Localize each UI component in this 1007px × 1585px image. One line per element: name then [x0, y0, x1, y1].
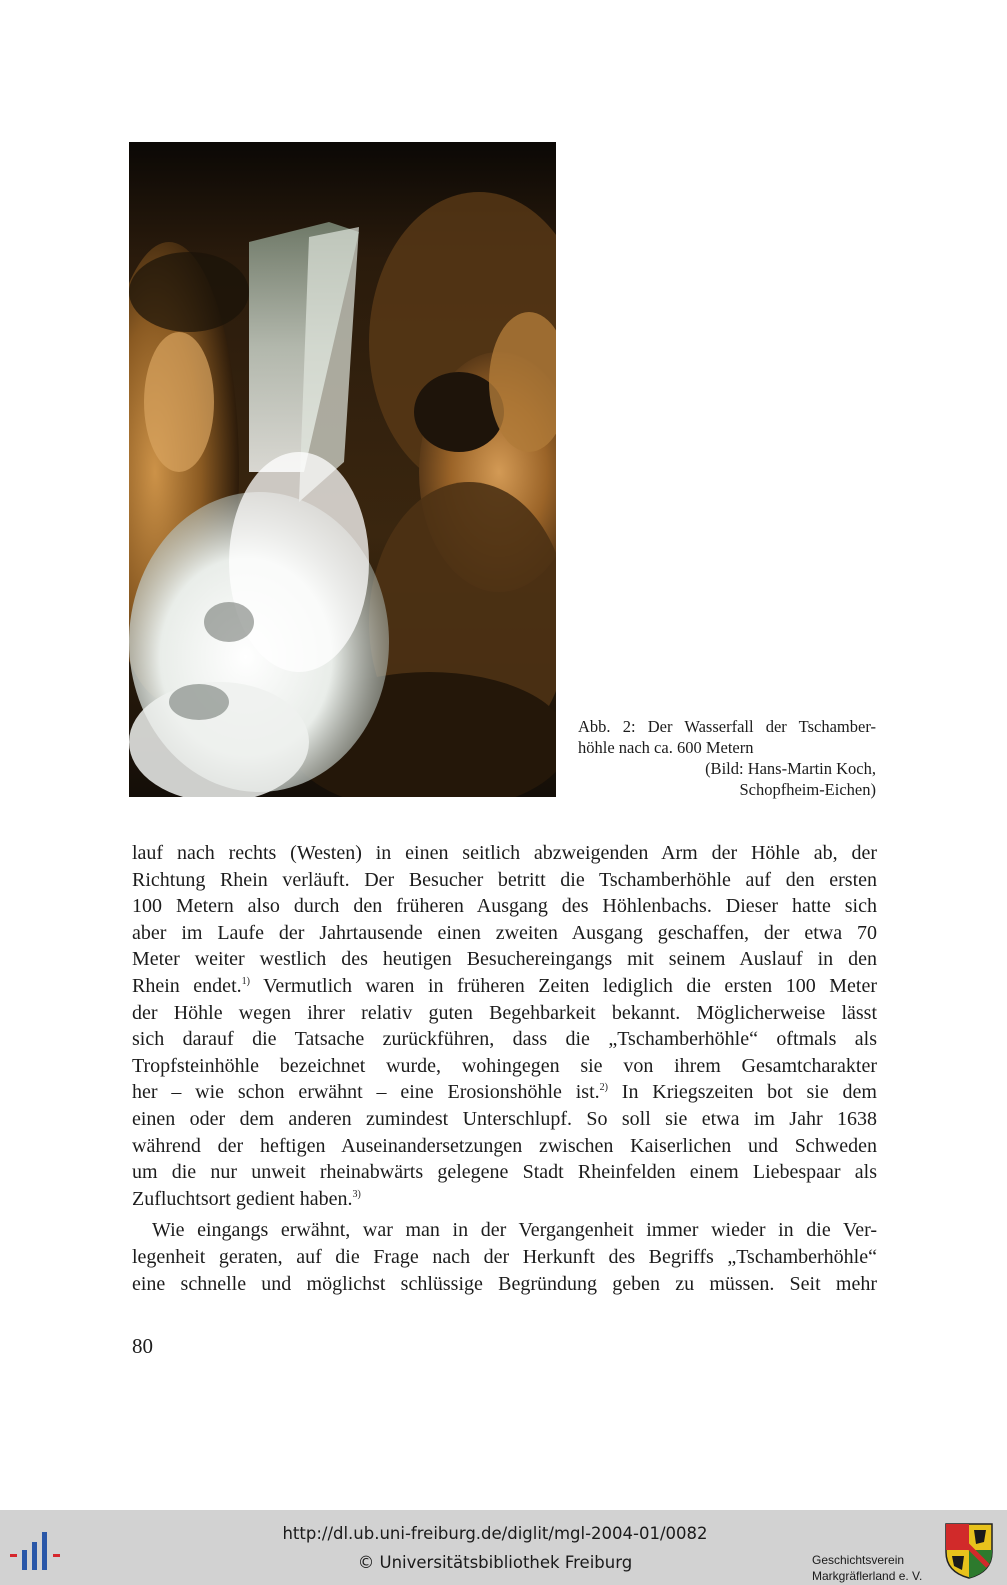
- caption-credit-line: (Bild: Hans-Martin Koch,: [705, 759, 876, 778]
- figure-caption: [578, 716, 876, 800]
- text-line: aber im Laufe der Jahrtausende einen zweiten Ausgang geschaffen, der etwa 70: [132, 921, 877, 944]
- text-run: Vermutlich waren in früheren Zeiten lediglich die ersten 100 Meter: [249, 974, 877, 997]
- text-line: sich darauf die Tatsache zurückführen, dass die „Tschamberhöhle“ oftmals als: [132, 1028, 877, 1051]
- footer-bar: [0, 1510, 1007, 1585]
- text-line: lauf nach rechts (Westen) in einen seitlich abzweigenden Arm der Höhle ab, der: [132, 842, 877, 864]
- text-run: her – wie schon erwähnt – eine Erosionshöhle ist.: [132, 1081, 600, 1104]
- paragraph-1: [132, 840, 877, 1212]
- society-name: [812, 1552, 932, 1584]
- text-line: Tropfsteinhöhle bezeichnet wurde, wohingegen sie von ihrem Gesamtcharakter: [132, 1054, 877, 1077]
- footnote-mark: 3): [352, 1188, 361, 1200]
- waterfall-image: [129, 142, 556, 797]
- text-run: Rhein endet.: [132, 974, 242, 997]
- caption-credit-line: Schopfheim-Eichen): [739, 780, 876, 799]
- copyright-notice: © Universitätsbibliothek Freiburg: [357, 1553, 633, 1572]
- caption-line: höhle nach ca. 600 Metern: [578, 738, 754, 757]
- text-line: Wie eingangs erwähnt, war man in der Vergangenheit immer wieder in die Ver-: [152, 1219, 877, 1242]
- text-run: Zufluchtsort gedient haben.: [132, 1187, 353, 1210]
- text-line: [132, 1079, 877, 1106]
- text-run: In Kriegszeiten bot sie dem: [607, 1081, 877, 1104]
- ub-freiburg-logo-icon[interactable]: [10, 1530, 64, 1574]
- footnote-mark: 1): [241, 975, 250, 987]
- body-text: [132, 840, 877, 1297]
- text-line: 100 Metern also durch den früheren Ausgang des Höhlenbachs. Dieser hatte sich: [132, 895, 877, 918]
- text-line: der Höhle wegen ihrer relativ guten Begehbarkeit bekannt. Möglicherweise lässt: [132, 1001, 877, 1024]
- text-line: legenheit geraten, auf die Frage nach der Herkunft des Begriffs „Tschamberhöhle“: [132, 1245, 877, 1268]
- paragraph-2: [132, 1217, 877, 1297]
- text-line: einen oder dem anderen zumindest Unterschlupf. So soll sie etwa im Jahr 1638: [132, 1107, 877, 1130]
- page-number: 80: [132, 1334, 153, 1358]
- footnote-mark: 2): [599, 1082, 608, 1094]
- text-line: während der heftigen Auseinandersetzungen zwischen Kaiserlichen und Schweden: [132, 1134, 877, 1157]
- waterfall-photo: [129, 142, 556, 797]
- text-line: Meter weiter westlich des heutigen Besuchereingangs mit seinem Auslauf in den: [132, 948, 877, 971]
- text-line: um die nur unweit rheinabwärts gelegene Stadt Rheinfelden einem Liebespaar als: [132, 1161, 877, 1184]
- coat-of-arms-icon[interactable]: [944, 1522, 994, 1580]
- society-line: Markgräflerland e. V.: [812, 1569, 923, 1583]
- caption-line: Abb. 2: Der Wasserfall der Tschamber-: [578, 717, 876, 736]
- text-line: eine schnelle und möglichst schlüssige Begründung geben zu müssen. Seit mehr: [132, 1272, 877, 1295]
- text-line: [132, 1186, 877, 1213]
- text-line: Richtung Rhein verläuft. Der Besucher betritt die Tschamberhöhle auf den ersten: [132, 868, 877, 891]
- society-line: Geschichtsverein: [812, 1553, 905, 1567]
- document-url-link[interactable]: http://dl.ub.uni-freiburg.de/diglit/mgl-2004-01/0082: [282, 1524, 708, 1543]
- text-line: [132, 973, 877, 1000]
